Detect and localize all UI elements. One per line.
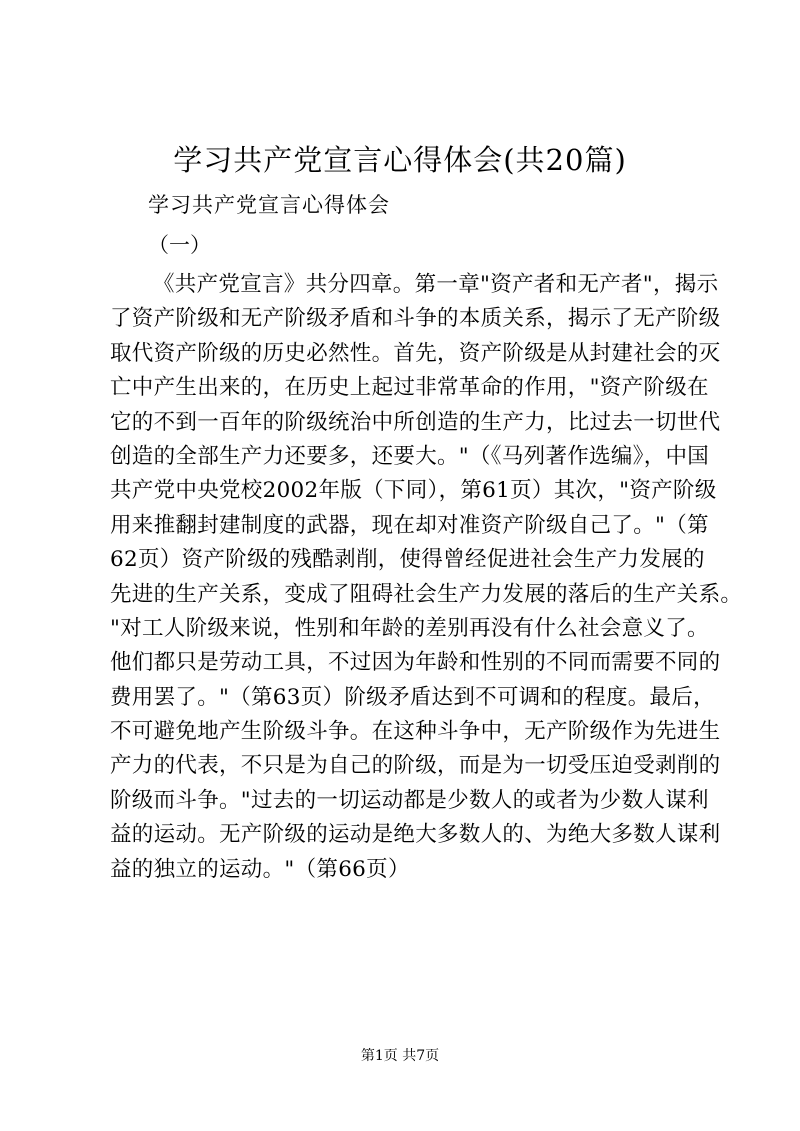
- paragraph-line: 共产党中央党校2002年版（下同），第61页）其次，"资产阶级: [110, 478, 717, 504]
- paragraph-line: 62页）资产阶级的残酷剥削，使得曾经促进社会生产力发展的: [110, 547, 705, 573]
- paragraph-line: 益的独立的运动。"（第66页）: [110, 856, 410, 882]
- paragraph-line: 他们都只是劳动工具，不过因为年龄和性别的不同而需要不同的: [110, 650, 721, 676]
- paragraph-line: "对工人阶级来说，性别和年龄的差别再没有什么社会意义了。: [110, 615, 709, 641]
- paragraph-line: 了资产阶级和无产阶级矛盾和斗争的本质关系，揭示了无产阶级: [110, 306, 721, 332]
- body-paragraph: [110, 268, 743, 887]
- paragraph-line: 创造的全部生产力还要多，还要大。"（《马列著作选编》，中国: [110, 443, 710, 469]
- paragraph-line: 用来推翻封建制度的武器，现在却对准资产阶级自己了。"（第: [110, 512, 709, 538]
- paragraph-line: 益的运动。无产阶级的运动是绝大多数人的、为绝大多数人谋利: [110, 822, 721, 848]
- paragraph-line: 不可避免地产生阶级斗争。在这种斗争中，无产阶级作为先进生: [110, 719, 721, 745]
- paragraph-line: 它的不到一百年的阶级统治中所创造的生产力，比过去一切世代: [110, 409, 721, 435]
- document-title: 学习共产党宣言心得体会(共20篇): [173, 143, 627, 177]
- page-number-footer: 第1页 共7页: [360, 1048, 440, 1064]
- paragraph-line: 产力的代表，不只是为自己的阶级，而是为一切受压迫受剥削的: [110, 753, 721, 779]
- section-number: （一）: [148, 233, 211, 257]
- paragraph-line: 先进的生产关系，变成了阻碍社会生产力发展的落后的生产关系。: [110, 581, 743, 607]
- document-subtitle: 学习共产党宣言心得体会: [148, 193, 390, 217]
- paragraph-line: 亡中产生出来的，在历史上起过非常革命的作用，"资产阶级在: [110, 375, 709, 401]
- paragraph-line: 《共产党宣言》共分四章。第一章"资产者和无产者"，揭示: [153, 272, 719, 297]
- paragraph-line: 阶级而斗争。"过去的一切运动都是少数人的或者为少数人谋利: [110, 787, 709, 813]
- paragraph-line: 取代资产阶级的历史必然性。首先，资产阶级是从封建社会的灭: [110, 340, 721, 366]
- paragraph-line: 费用罢了。"（第63页）阶级矛盾达到不可调和的程度。最后，: [110, 684, 715, 710]
